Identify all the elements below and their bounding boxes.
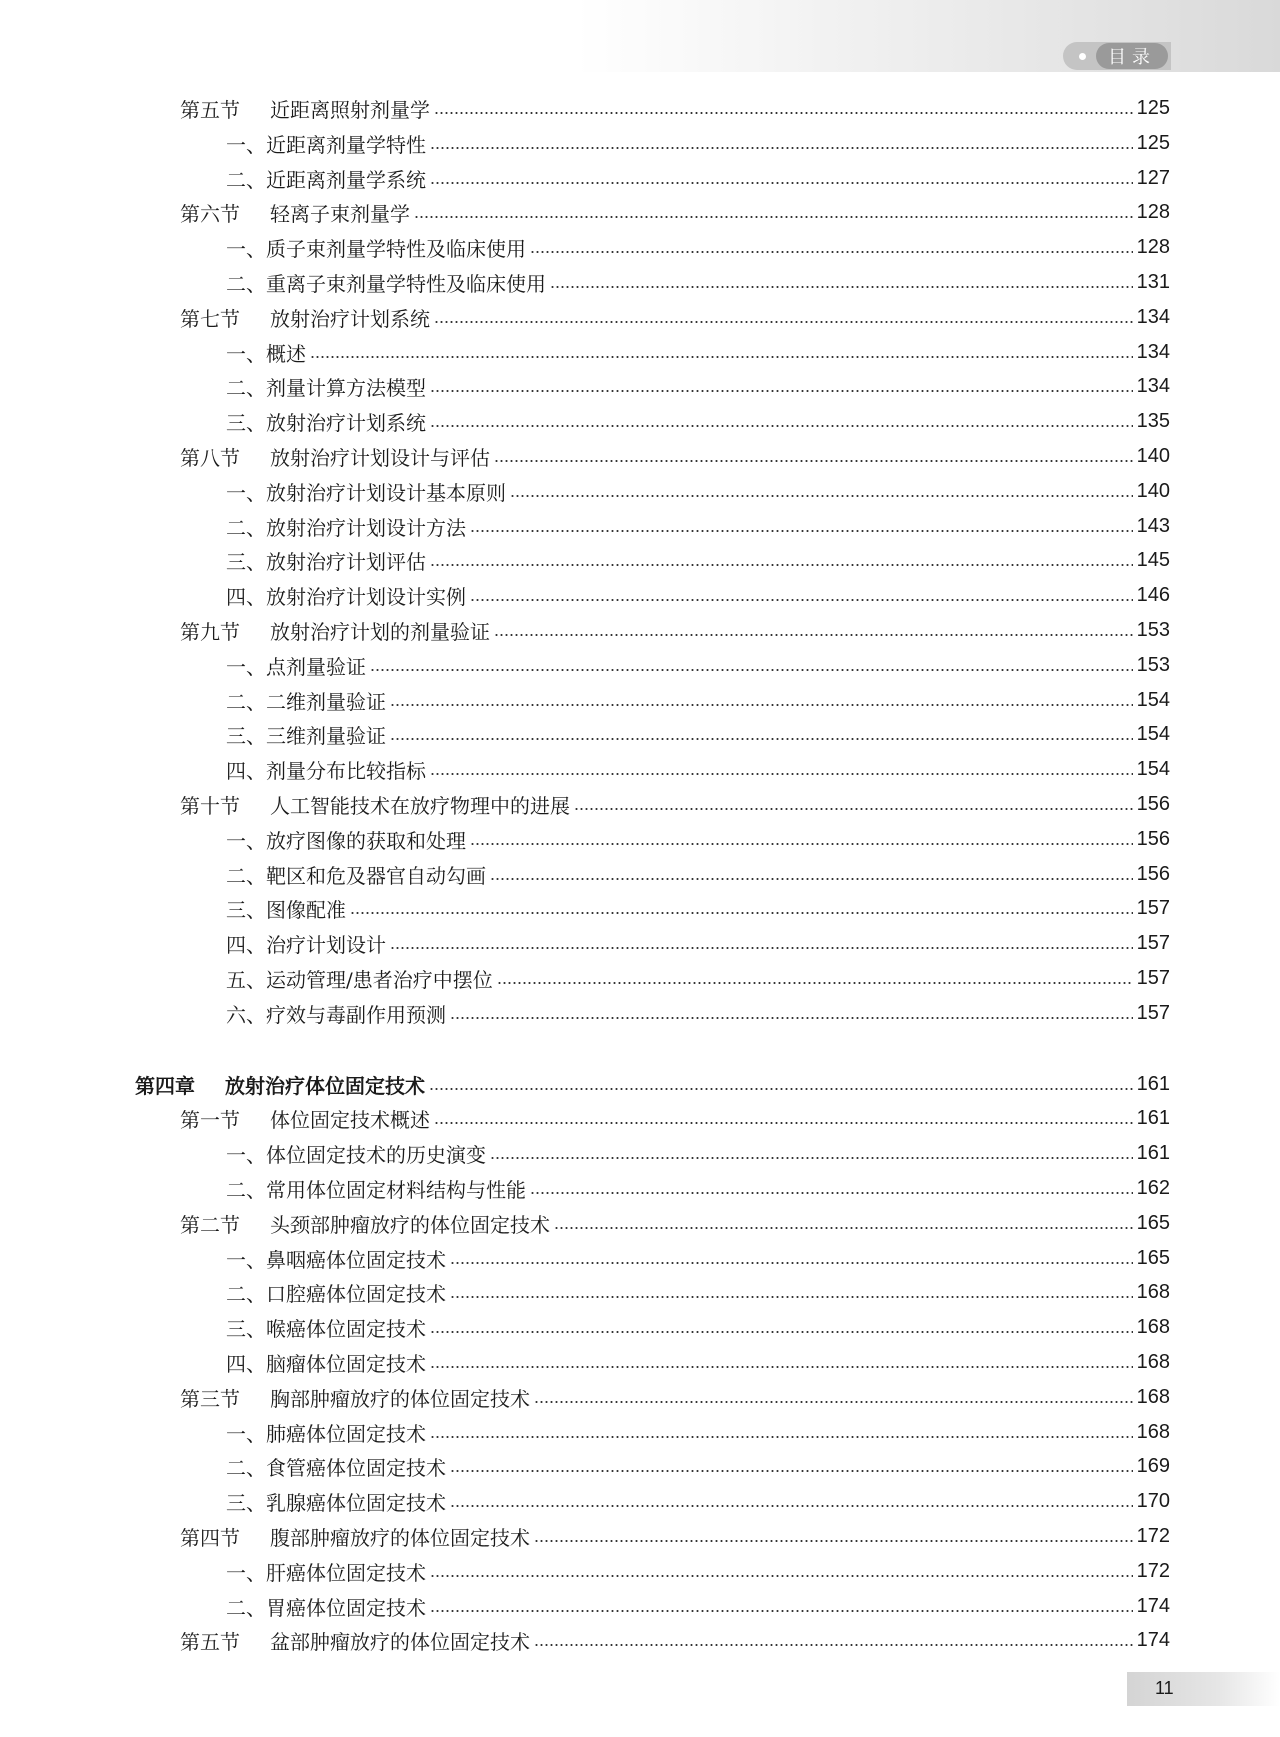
toc-entry-title: 二、食管癌体位固定技术 — [226, 1455, 446, 1480]
toc-entry-title: 一、放疗图像的获取和处理 — [226, 828, 466, 853]
dot-leader — [470, 530, 1133, 532]
toc-entry-page: 165 — [1136, 1211, 1170, 1234]
dot-leader — [430, 564, 1133, 566]
toc-entry-number: 第五节 — [180, 1629, 240, 1654]
toc-entry-number: 第四章 — [135, 1073, 195, 1098]
toc-entry-title: 放射治疗计划的剂量验证 — [270, 619, 490, 644]
toc-entry-title: 二、剂量计算方法模型 — [226, 375, 426, 400]
toc-entry-page: 125 — [1136, 131, 1170, 154]
toc-subsection[interactable] — [226, 719, 1170, 749]
toc-entry-title: 二、靶区和危及器官自动勾画 — [226, 863, 486, 888]
toc-entry-title: 腹部肿瘤放疗的体位固定技术 — [270, 1525, 530, 1550]
toc-entry-title: 三、图像配准 — [226, 897, 346, 922]
toc-entry-page: 145 — [1136, 548, 1170, 571]
toc-entry-page: 135 — [1136, 409, 1170, 432]
toc-subsection[interactable] — [226, 1451, 1170, 1481]
toc-subsection[interactable] — [226, 232, 1170, 262]
dot-leader — [390, 704, 1133, 706]
toc-entry-title: 一、点剂量验证 — [226, 654, 366, 679]
dot-leader — [434, 112, 1133, 114]
toc-subsection[interactable] — [226, 998, 1170, 1028]
toc-subsection[interactable] — [226, 1243, 1170, 1273]
toc-entry-title: 四、脑瘤体位固定技术 — [226, 1351, 426, 1376]
toc-entry-title: 放射治疗体位固定技术 — [225, 1073, 425, 1098]
toc-entry-title: 四、放射治疗计划设计实例 — [226, 584, 466, 609]
dot-leader — [530, 251, 1133, 253]
toc-subsection[interactable] — [226, 650, 1170, 680]
toc-entry-page: 154 — [1136, 688, 1170, 711]
toc-entry-title: 一、肺癌体位固定技术 — [226, 1421, 426, 1446]
dot-leader — [497, 982, 1133, 984]
toc-entry-title: 二、二维剂量验证 — [226, 689, 386, 714]
toc-entry-title: 三、三维剂量验证 — [226, 723, 386, 748]
dot-leader — [534, 1540, 1133, 1542]
toc-entry-title: 二、胃癌体位固定技术 — [226, 1595, 426, 1620]
toc-subsection[interactable] — [226, 1556, 1170, 1586]
toc-entry-title: 一、概述 — [226, 341, 306, 366]
toc-section[interactable] — [180, 615, 1170, 645]
dot-leader — [390, 738, 1133, 740]
toc-entry-page: 140 — [1136, 479, 1170, 502]
toc-entry-title: 五、运动管理/患者治疗中摆位 — [226, 967, 493, 992]
toc-subsection[interactable] — [226, 511, 1170, 541]
toc-entry-title: 放射治疗计划设计与评估 — [270, 445, 490, 470]
toc-subsection[interactable] — [226, 580, 1170, 610]
toc-entry-title: 一、肝癌体位固定技术 — [226, 1560, 426, 1585]
toc-entry-page: 168 — [1136, 1420, 1170, 1443]
toc-entry-page: 169 — [1136, 1454, 1170, 1477]
toc-subsection[interactable] — [226, 1347, 1170, 1377]
toc-entry-title: 一、放射治疗计划设计基本原则 — [226, 480, 506, 505]
dot-leader — [470, 599, 1133, 601]
toc-entry-number: 第一节 — [180, 1107, 240, 1132]
toc-entry-page: 168 — [1136, 1385, 1170, 1408]
toc-section[interactable] — [180, 197, 1170, 227]
toc-entry-page: 134 — [1136, 374, 1170, 397]
toc-subsection[interactable] — [226, 545, 1170, 575]
toc-entry-title: 三、放射治疗计划评估 — [226, 549, 426, 574]
dot-leader — [430, 390, 1133, 392]
toc-entry-page: 174 — [1136, 1628, 1170, 1651]
toc-entry-page: 157 — [1136, 931, 1170, 954]
dot-leader — [390, 947, 1133, 949]
toc-entry-number: 第七节 — [180, 306, 240, 331]
dot-leader — [430, 1575, 1133, 1577]
toc-entry-title: 轻离子束剂量学 — [270, 201, 410, 226]
toc-entry-number: 第六节 — [180, 201, 240, 226]
toc-subsection[interactable] — [226, 163, 1170, 193]
dot-leader — [430, 1366, 1133, 1368]
toc-entry-title: 一、体位固定技术的历史演变 — [226, 1142, 486, 1167]
header-label: 目录 — [1096, 43, 1168, 69]
dot-leader — [414, 216, 1133, 218]
toc-subsection[interactable] — [226, 1138, 1170, 1168]
toc-entry-page: 153 — [1136, 653, 1170, 676]
dot-leader — [534, 1644, 1133, 1646]
dot-leader — [574, 808, 1133, 810]
toc-entry-page: 146 — [1136, 583, 1170, 606]
toc-entry-page: 154 — [1136, 757, 1170, 780]
toc-entry-title: 放射治疗计划系统 — [270, 306, 430, 331]
toc-entry-title: 盆部肿瘤放疗的体位固定技术 — [270, 1629, 530, 1654]
toc-entry-title: 四、剂量分布比较指标 — [226, 758, 426, 783]
toc-entry-page: 161 — [1136, 1072, 1170, 1095]
toc-entry-page: 172 — [1136, 1524, 1170, 1547]
toc-entry-title: 一、近距离剂量学特性 — [226, 132, 426, 157]
toc-entry-title: 二、常用体位固定材料结构与性能 — [226, 1177, 526, 1202]
toc-entry-page: 154 — [1136, 722, 1170, 745]
toc-entry-title: 近距离照射剂量学 — [270, 97, 430, 122]
dot-leader — [490, 1157, 1133, 1159]
dot-leader — [510, 495, 1133, 497]
toc-entry-page: 156 — [1136, 792, 1170, 815]
toc-subsection[interactable] — [226, 963, 1170, 993]
toc-entry-page: 168 — [1136, 1280, 1170, 1303]
toc-subsection[interactable] — [226, 1417, 1170, 1447]
dot-leader — [430, 773, 1133, 775]
toc-entry-title: 人工智能技术在放疗物理中的进展 — [270, 793, 570, 818]
dot-leader — [494, 634, 1133, 636]
dot-leader — [310, 356, 1133, 358]
toc-entry-title: 三、放射治疗计划系统 — [226, 410, 426, 435]
toc-entry-title: 三、喉癌体位固定技术 — [226, 1316, 426, 1341]
toc-entry-page: 140 — [1136, 444, 1170, 467]
dot-leader — [430, 147, 1133, 149]
toc-subsection[interactable] — [226, 128, 1170, 158]
dot-leader — [430, 425, 1133, 427]
toc-subsection[interactable] — [226, 1173, 1170, 1203]
page-number: 11 — [1155, 1678, 1174, 1698]
toc-entry-title: 二、近距离剂量学系统 — [226, 167, 426, 192]
toc-entry-page: 161 — [1136, 1106, 1170, 1129]
toc-entry-page: 143 — [1136, 514, 1170, 537]
toc-subsection[interactable] — [226, 893, 1170, 923]
toc-entry-title: 一、质子束剂量学特性及临床使用 — [226, 236, 526, 261]
dot-leader — [429, 1088, 1133, 1090]
toc-entry-page: 168 — [1136, 1350, 1170, 1373]
toc-section[interactable] — [180, 1208, 1170, 1238]
toc-entry-title: 体位固定技术概述 — [270, 1107, 430, 1132]
toc-section[interactable] — [180, 441, 1170, 471]
toc-entry-page: 162 — [1136, 1176, 1170, 1199]
toc-subsection[interactable] — [226, 928, 1170, 958]
dot-leader — [434, 1122, 1133, 1124]
toc-section[interactable] — [180, 1382, 1170, 1412]
toc-subsection[interactable] — [226, 685, 1170, 715]
dot-leader — [430, 182, 1133, 184]
toc-entry-title: 头颈部肿瘤放疗的体位固定技术 — [270, 1212, 550, 1237]
dot-leader — [470, 843, 1133, 845]
toc-entry-page: 153 — [1136, 618, 1170, 641]
toc-entry-number: 第九节 — [180, 619, 240, 644]
toc-section[interactable] — [180, 1103, 1170, 1133]
toc-entry-page: 128 — [1136, 235, 1170, 258]
dot-leader — [450, 1262, 1133, 1264]
dot-leader — [450, 1017, 1133, 1019]
toc-subsection[interactable] — [226, 1486, 1170, 1516]
toc-entry-title: 四、治疗计划设计 — [226, 932, 386, 957]
dot-leader — [350, 912, 1133, 914]
toc-entry-page: 134 — [1136, 340, 1170, 363]
dot-leader — [490, 878, 1133, 880]
toc-subsection[interactable] — [226, 1591, 1170, 1621]
toc-entry-page: 168 — [1136, 1315, 1170, 1338]
toc-entry-title: 二、口腔癌体位固定技术 — [226, 1281, 446, 1306]
toc-entry-page: 157 — [1136, 1001, 1170, 1024]
toc-entry-title: 二、重离子束剂量学特性及临床使用 — [226, 271, 546, 296]
dot-leader — [430, 1331, 1133, 1333]
page-number-badge — [1127, 1672, 1280, 1706]
toc-subsection[interactable] — [226, 1277, 1170, 1307]
dot-leader — [554, 1227, 1133, 1229]
dot-leader — [450, 1505, 1133, 1507]
dot-leader — [450, 1296, 1133, 1298]
toc-section[interactable] — [180, 1625, 1170, 1655]
toc-entry-page: 131 — [1136, 270, 1170, 293]
toc-entry-number: 第三节 — [180, 1386, 240, 1411]
toc-subsection[interactable] — [226, 337, 1170, 367]
dot-leader — [430, 1436, 1133, 1438]
toc-entry-page: 156 — [1136, 827, 1170, 850]
toc-entry-number: 第二节 — [180, 1212, 240, 1237]
toc-entry-page: 157 — [1136, 896, 1170, 919]
toc-entry-page: 128 — [1136, 200, 1170, 223]
toc-entry-number: 第五节 — [180, 97, 240, 122]
dot-leader — [494, 460, 1133, 462]
toc-entry-page: 134 — [1136, 305, 1170, 328]
dot-leader — [550, 286, 1133, 288]
toc-entry-page: 127 — [1136, 166, 1170, 189]
toc-entry-page: 125 — [1136, 96, 1170, 119]
toc-entry-page: 157 — [1136, 966, 1170, 989]
toc-subsection[interactable] — [226, 371, 1170, 401]
toc-section[interactable] — [180, 302, 1170, 332]
toc-entry-title: 一、鼻咽癌体位固定技术 — [226, 1247, 446, 1272]
dot-leader — [534, 1401, 1133, 1403]
toc-entry-title: 六、疗效与毒副作用预测 — [226, 1002, 446, 1027]
toc-subsection[interactable] — [226, 859, 1170, 889]
toc-entry-title: 胸部肿瘤放疗的体位固定技术 — [270, 1386, 530, 1411]
toc-subsection[interactable] — [226, 754, 1170, 784]
toc-entry-page: 172 — [1136, 1559, 1170, 1582]
toc-entry-title: 二、放射治疗计划设计方法 — [226, 515, 466, 540]
toc-entry-number: 第八节 — [180, 445, 240, 470]
bullet-icon — [1079, 53, 1086, 60]
toc-entry-number: 第四节 — [180, 1525, 240, 1550]
header-tab — [1063, 42, 1171, 70]
toc-section[interactable] — [180, 93, 1170, 123]
dot-leader — [370, 669, 1133, 671]
toc-entry-page: 156 — [1136, 862, 1170, 885]
toc-subsection[interactable] — [226, 1312, 1170, 1342]
dot-leader — [434, 321, 1133, 323]
toc-entry-page: 174 — [1136, 1594, 1170, 1617]
toc-entry-page: 165 — [1136, 1246, 1170, 1269]
toc-section[interactable] — [180, 1521, 1170, 1551]
toc-section[interactable] — [180, 789, 1170, 819]
toc-entry-title: 三、乳腺癌体位固定技术 — [226, 1490, 446, 1515]
toc-entry-page: 170 — [1136, 1489, 1170, 1512]
toc-subsection[interactable] — [226, 824, 1170, 854]
toc-subsection[interactable] — [226, 406, 1170, 436]
dot-leader — [530, 1192, 1133, 1194]
toc-subsection[interactable] — [226, 476, 1170, 506]
dot-leader — [430, 1610, 1133, 1612]
dot-leader — [450, 1470, 1133, 1472]
toc-entry-number: 第十节 — [180, 793, 240, 818]
toc-chapter[interactable] — [135, 1069, 1170, 1099]
toc-entry-page: 161 — [1136, 1141, 1170, 1164]
toc-subsection[interactable] — [226, 267, 1170, 297]
